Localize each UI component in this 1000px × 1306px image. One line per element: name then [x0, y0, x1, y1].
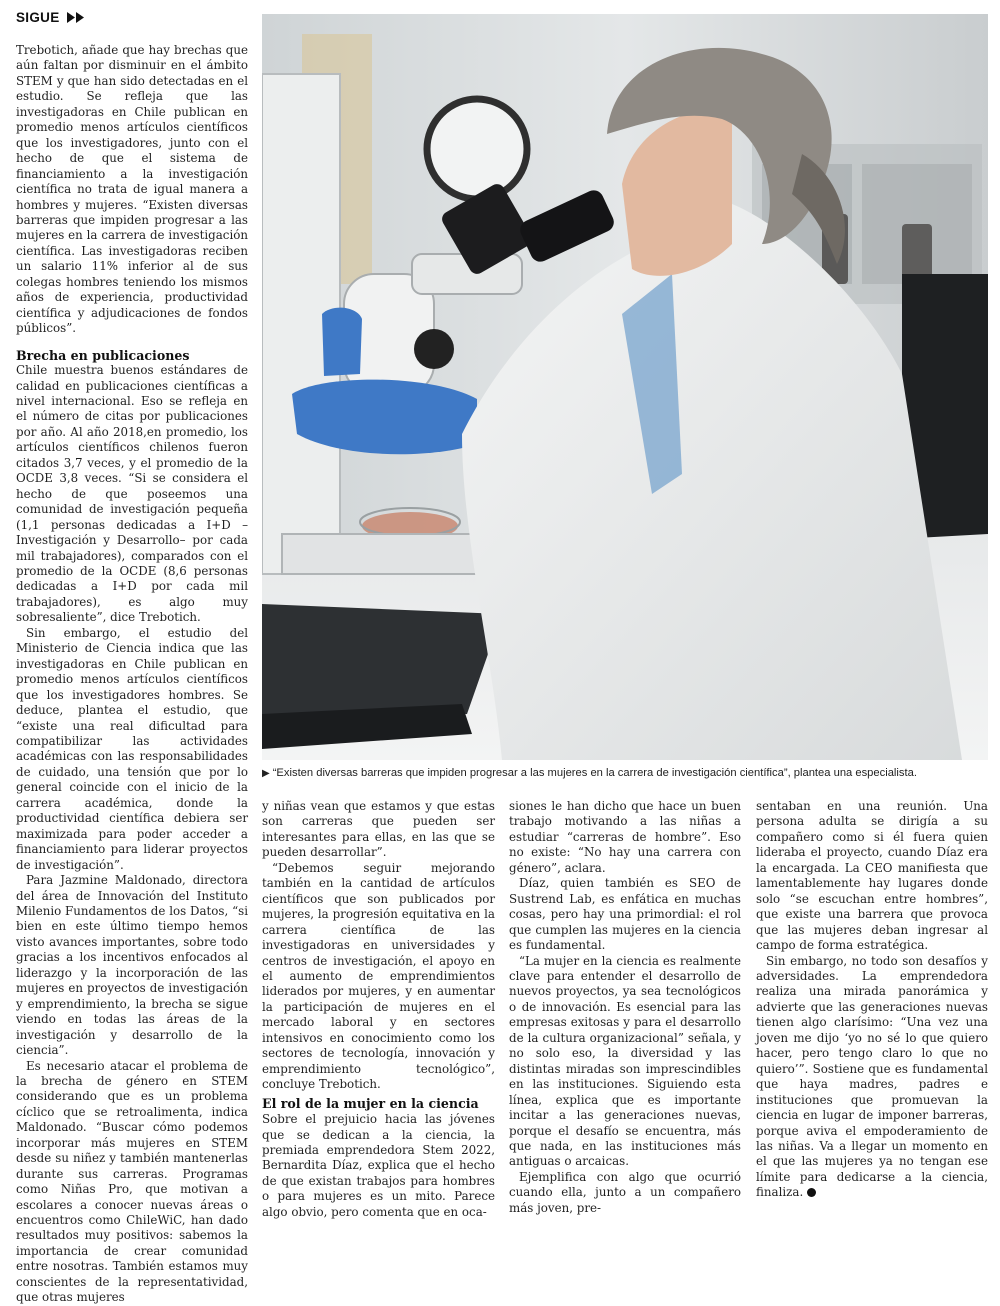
final-paragraph-text: Sin embargo, no todo son desafíos y adversidades. La emprendedora realiza una mirada panorámica y advierte que las generaciones nuevas tienen algo clarísimo: “Una vez una joven me dijo ‘yo no sé lo que quiero hacer, pero tengo claro lo que no quiero’”. Sostiene que es fundamental que haya madres, padres e instituciones que promuevan la ciencia en lugar de imponer barreras, porque aviva el empoderamiento de las niñas. Va a llegar un momento en el que las mujeres ya no tengan ese límite para dedicarse a la ciencia, finaliza.	[756, 953, 988, 1200]
paragraph: Sobre el prejuicio hacia las jóvenes que se dedican a la ciencia, la premiada emprendedora Stem 2022, Bernardita Díaz, explica que el hecho de que existan trabajos para hombres o para mujeres es un mito. Parece algo obvio, pero comenta que en oca-	[262, 1112, 495, 1219]
article-column-4	[756, 799, 988, 1201]
subheading-role-of-women: El rol de la mujer en la ciencia	[262, 1095, 479, 1111]
paragraph: y niñas vean que estamos y que estas son carreras que pueden ser interesantes para ellas, en las que se pueden desarrollar”.	[262, 799, 495, 860]
paragraph: siones le han dicho que hace un buen trabajo motivando a las niñas a estudiar “carreras de hombre”. Eso no existe: “No hay una carrera con género”, aclara.	[509, 799, 741, 875]
photo-caption	[262, 766, 988, 781]
caption-text: “Existen diversas barreras que impiden progresar a las mujeres en la carrera de investigación científica”, plantea una especialista.	[272, 767, 917, 779]
triangle-right-icon: ▶	[262, 768, 270, 779]
continue-label: SIGUE	[16, 10, 60, 25]
continue-marker	[16, 10, 85, 26]
paragraph: Díaz, quien también es SEO de Sustrend Lab, es enfática en muchas cosas, pero hay una primordial: el rol que cumplen las mujeres en la ciencia es fundamental.	[509, 876, 741, 953]
subheading-publications: Brecha en publicaciones	[16, 347, 190, 363]
article-column-3	[509, 799, 741, 1216]
paragraph: “Debemos seguir mejorando también en la cantidad de artículos científicos que son publicados por mujeres, la progresión equitativa en la carrera científica de las investigadoras en universidades y centros de investigación, el apoyo en el aumento de emprendimientos liderados por mujeres, y en aumentar la participación de mujeres en el mercado laboral y en sectores intensivos en conocimiento como los sectores de tecnología, innovación y emprendimiento tecnológico”, concluye Trebotich.	[262, 860, 495, 1092]
paragraph: Chile muestra buenos estándares de calidad en publicaciones científicas a nivel internacional. Eso se refleja en el número de citas por publicaciones por año. Al año 2018,en promedio, los artículos científicos chilenos fueron citados 3,7 veces, y el promedio de la OCDE 3,8 veces. “Si se considera el hecho de que poseemos una comunidad de investigación pequeña (1,1 personas dedicadas a I+D –Investigación y Desarrollo– por cada mil trabajadores), comparados con el promedio de la OCDE (8,6 personas dedicadas a I+D por cada mil trabajadores), es algo muy sobresaliente”, dice Trebotich.	[16, 363, 248, 625]
scientist-microscope-illustration	[262, 14, 988, 760]
paragraph: sentaban en una reunión. Una persona adulta se dirigía a su compañero como si él fuera quien lideraba el proyecto, cuando Díaz era la encargada. La CEO manifiesta que lamentablemente hay lugares donde solo “se escuchan entre hombres”, que existe una barrera que provoca que las mujeres deban ingresar al campo de forma estratégica.	[756, 799, 988, 953]
lab-photo	[262, 14, 988, 760]
article-column-2	[262, 799, 495, 1220]
paragraph: Es necesario atacar el problema de la brecha de género en STEM considerando que es un problema cíclico que se retroalimenta, indica Maldonado. “Buscar cómo podemos incorporar más mujeres en STEM desde su niñez y también mantenerlas durante sus carreras. Programas como Niñas Pro, que motivan a escolares a conocer nuevas áreas o encuentros como ChileWiC, han dado resultados muy positivos: sabemos la importancia de crear comunidad entre nosotras. También estamos muy conscientes de la representatividad, que otras mujeres	[16, 1058, 248, 1305]
article-column-1	[16, 43, 248, 1306]
paragraph: Para Jazmine Maldonado, directora del área de Innovación del Instituto Milenio Fundamentos de los Datos, “si bien en este último tiempo hemos visto avances importantes, sobre todo gracias a los incentivos enfocados al liderazgo y la incorporación de las mujeres en proyectos de investigación y emprendimiento, la brecha se sigue viendo en todas las áreas de la investigación y desarrollo de la ciencia”.	[16, 873, 248, 1058]
paragraph: “La mujer en la ciencia es realmente clave para entender el desarrollo de nuevos proyectos, ya sea tecnológicos o de innovación. Es esencial para las empresas exitosas y para el desarrollo de la cultura organizacional” señala, y no solo eso, la diversidad y las distintas miradas son imprescindibles en las instituciones. Siguiendo esta línea, explica que es importante incitar a las generaciones nuevas, porque el desafío se encuentra, más que nada, en las instituciones más antiguas o arcaicas.	[509, 953, 741, 1169]
end-of-article-icon	[807, 1188, 816, 1197]
paragraph: Sin embargo, el estudio del Ministerio de Ciencia indica que las investigadoras en Chile publican en promedio menos artículos científicos que los investigadores hombres. Se deduce, plantea el estudio, que “existe una real dificultad para compatibilizar las actividades académicas con las responsabilidades de cuidado, una tensión que por lo general coincide con el inicio de la carrera académica, donde la productividad científica debiera ser maximizada para poder acceder a financiamiento para liderar proyectos de investigación”.	[16, 625, 248, 872]
double-arrow-right-icon	[67, 11, 85, 26]
paragraph	[756, 954, 988, 1201]
paragraph: Trebotich, añade que hay brechas que aún faltan por disminuir en el ámbito STEM y que han sido detectadas en el estudio. Se refleja que las investigadoras en Chile publican en promedio menos artículos científicos que los investigadores, junto con el hecho de que el sistema de financiamiento a la investigación científica no trata de igual manera a hombres y mujeres. “Existen diversas barreras que impiden progresar a las mujeres en la carrera de investigación científica. Las investigadoras reciben un salario 11% inferior al de sus colegas hombres teniendo los mismos años de experiencia, productividad científica y adjudicaciones de fondos públicos”.	[16, 43, 248, 336]
paragraph: Ejemplifica con algo que ocurrió cuando ella, junto a un compañero más joven, pre-	[509, 1169, 741, 1215]
